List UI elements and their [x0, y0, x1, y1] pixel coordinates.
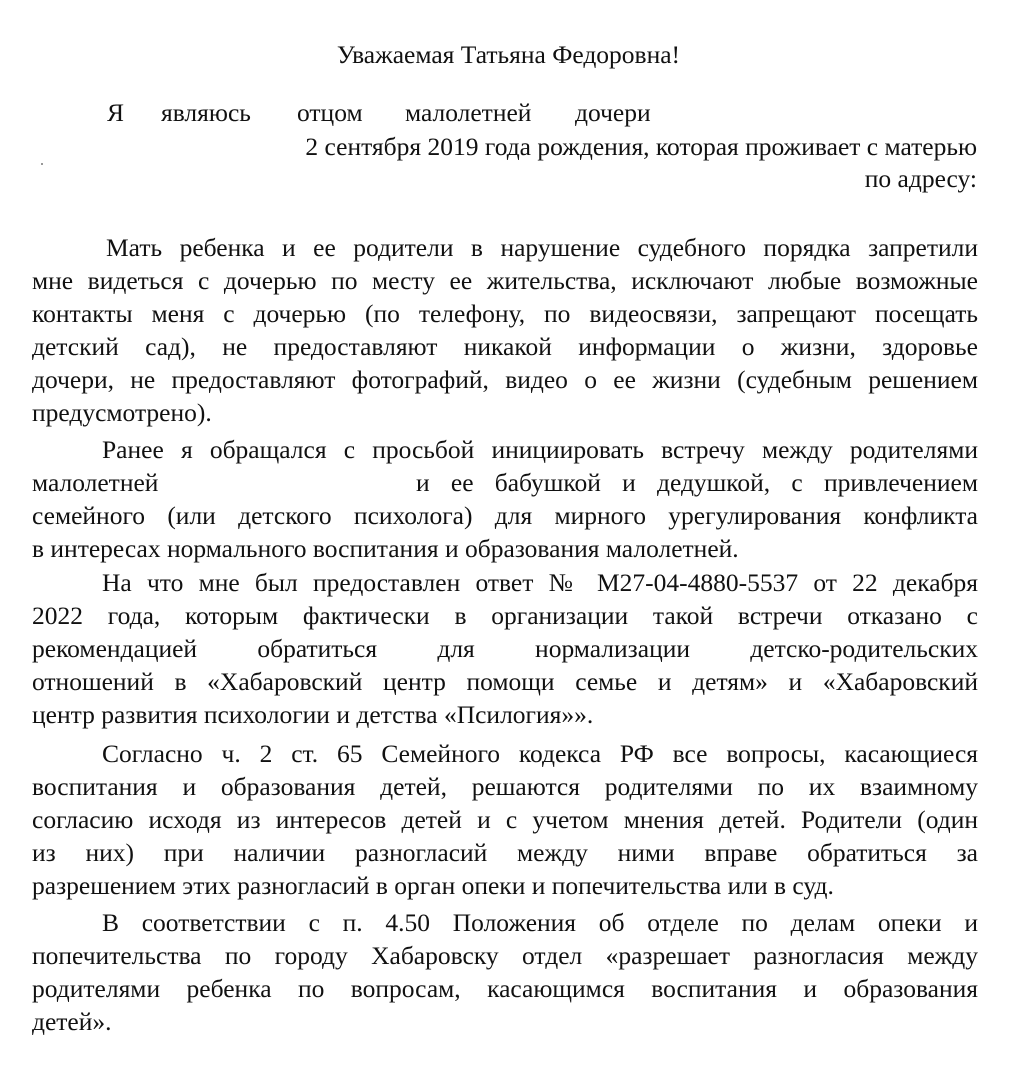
intro-word: являюсь: [161, 98, 251, 127]
p5-line: В соответствии с п. 4.50 Положения об отделе по делам опеки и: [102, 908, 978, 937]
p4-line: из них) при наличии разногласий между ними вправе обратиться за: [32, 838, 978, 867]
p1-line: предусмотрено).: [32, 398, 212, 427]
p4-line: воспитания и образования детей, решаются родителями по их взаимному: [32, 772, 978, 801]
p2-line: в интересах нормального воспитания и образования малолетней.: [32, 534, 739, 563]
p3-line: рекомендацией обратиться для нормализации детско-родительских: [32, 634, 978, 663]
p2-line: Ранее я обращался с просьбой инициировать встречу между родителями: [102, 435, 978, 464]
intro-word: малолетней: [405, 98, 532, 127]
p3-line: 2022 года, которым фактически в организации такой встречи отказано с: [32, 601, 978, 630]
p1-line: Мать ребенка и ее родители в нарушение судебного порядка запретили: [106, 233, 978, 262]
intro-word: отцом: [297, 98, 363, 127]
p2-line: семейного (или детского психолога) для мирного урегулирования конфликта: [32, 501, 978, 530]
intro-word: дочери: [575, 98, 651, 127]
p1-line: детский сад), не предоставляют никакой информации о жизни, здоровье: [32, 332, 978, 361]
p4-line: согласию исходя из интересов детей и с учетом мнения детей. Родители (один: [32, 805, 978, 834]
p5-line: детей».: [32, 1007, 112, 1036]
p5-line: попечительства по городу Хабаровску отдел «разрешает разногласия между: [32, 941, 978, 970]
p3-line: отношений в «Хабаровский центр помощи семье и детям» и «Хабаровский: [32, 667, 978, 696]
salutation: Уважаемая Татьяна Федоровна!: [336, 40, 681, 69]
p1-line: мне видеться с дочерью по месту ее жительства, исключают любые возможные: [32, 266, 978, 295]
p5-line: родителями ребенка по вопросам, касающимся воспитания и образования: [32, 974, 978, 1003]
p3-line: На что мне был предоставлен ответ № М27-04-4880-5537 от 22 декабря: [102, 568, 978, 597]
p2-line: малолетней: [32, 468, 159, 497]
p4-line: Согласно ч. 2 ст. 65 Семейного кодекса РФ все вопросы, касающиеся: [102, 739, 978, 768]
intro-line-3: по адресу:: [864, 164, 977, 193]
p1-line: дочери, не предоставляют фотографий, видео о ее жизни (судебным решением: [32, 365, 978, 394]
p4-line: разрешением этих разногласий в орган опеки и попечительства или в суд.: [32, 871, 834, 900]
intro-line-2: 2 сентября 2019 года рождения, которая проживает с матерью: [305, 132, 977, 161]
scan-speck: [41, 163, 43, 165]
p3-line: центр развития психологии и детства «Псилогия»».: [32, 700, 594, 729]
intro-word: Я: [107, 98, 125, 127]
p2-line: и ее бабушкой и дедушкой, с привлечением: [416, 468, 978, 497]
p1-line: контакты меня с дочерью (по телефону, по видеосвязи, запрещают посещать: [32, 299, 978, 328]
